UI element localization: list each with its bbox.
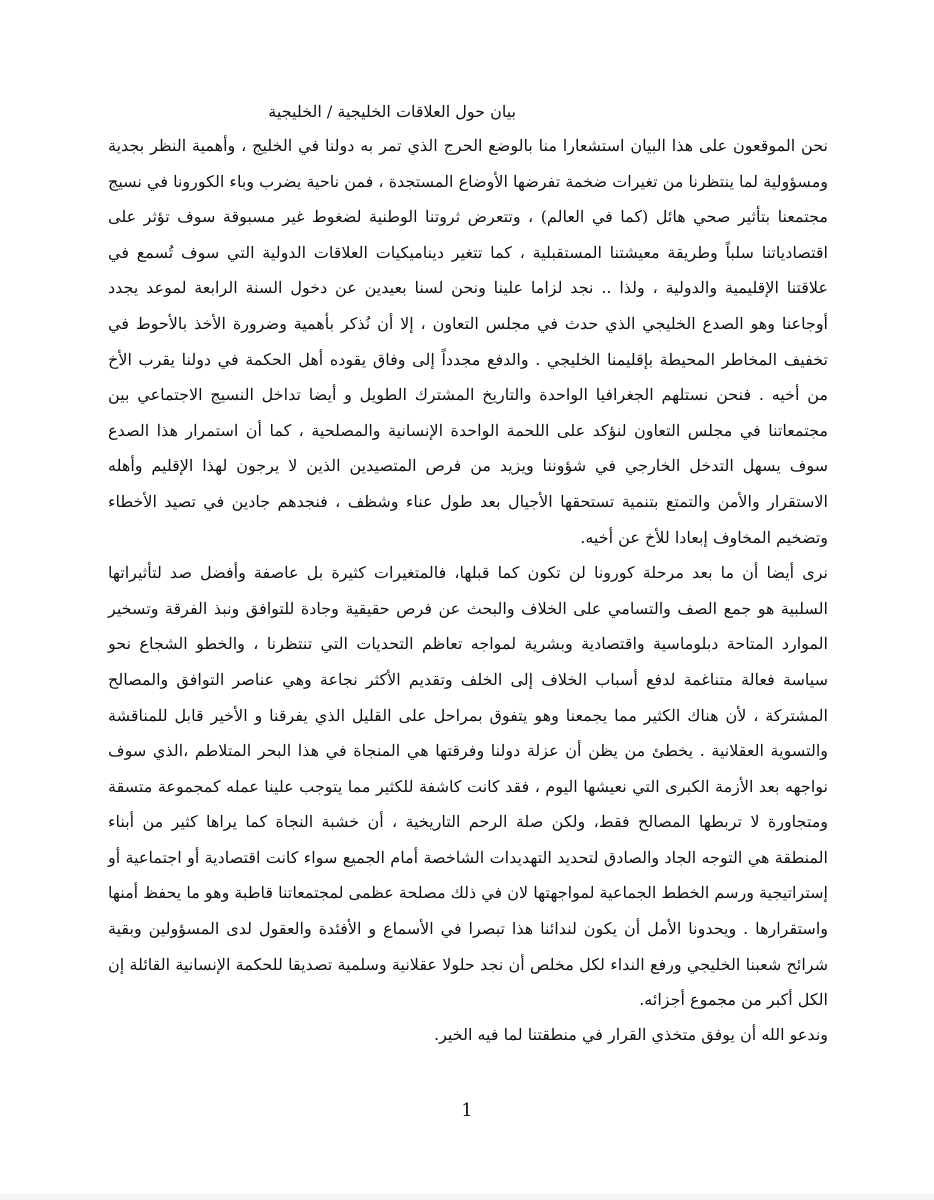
closing-line: وندعو الله أن يوفق متخذي القرار في منطقتنا لما فيه الخير. <box>434 1025 828 1044</box>
page-bottom-edge <box>0 1194 934 1200</box>
document-body <box>108 128 828 1018</box>
paragraph: نرى أيضا أن ما بعد مرحلة كورونا لن تكون كما قبلها، فالمتغيرات كثيرة بل عاصفة وأفضل صد لتأثيراتها السلبية هو جمع الصف والتسامي على الخلاف والبحث عن فرص حقيقية وجادة للتوافق ونبذ الفرقة وتسخير الموارد المتاحة دبلوماسية واقتصادية وبشرية لمواجه تعاظم التحديات التي تنتظرنا ، والخطو الشجاع نحو سياسة فعالة متناغمة لدفع أسباب الخلاف إلى الخلف وتقديم الأكثر نجاعة وهي عناصر التوافق والمصالح المشتركة ، لأن هناك الكثير مما يجمعنا وهو يتفوق بمراحل على القليل الذي يفرقنا و الأخير قابل للمناقشة والتسوية العقلانية . يخطئ من يظن أن عزلة دولنا وفرقتها هي المنجاة في هذا البحر المتلاطم ،الذي سوف نواجهه بعد الأزمة الكبرى التي نعيشها اليوم ، فقد كانت كاشفة للكثير مما يتوجب علينا عمله كمجموعة متسقة ومتجاورة لا تربطها المصالح فقط، ولكن صلة الرحم التاريخية ، أن خشبة النجاة كما يراها كثير من أبناء المنطقة هي التوجه الجاد والصادق لتحديد التهديدات الشاخصة أمام الجميع سواء كانت اقتصادية أو اجتماعية أو إستراتيجية ورسم الخطط الجماعية لمواجهتها لان في ذلك مصلحة عظمى لمجتمعاتنا قاطبة وهو ما يحفظ أمنها واستقرارها . ويحدونا الأمل أن يكون لندائنا هذا تبصرا في الأسماع و الأفئدة والعقول لدى المسؤولين وبقية شرائح شعبنا الخليجي ورفع النداء لكل مخلص أن نجد حلولا عقلانية وسلمية تصديقا للحكمة الإنسانية القائلة إن الكل أكبر من مجموع أجزائه. <box>108 563 829 1010</box>
document-title: بيان حول العلاقات الخليجية / الخليجية <box>268 102 516 121</box>
page-number: 1 <box>461 1100 473 1121</box>
paragraph: نحن الموقعون على هذا البيان استشعارا منا بالوضع الحرج الذي تمر به دولنا في الخليج ، وأهمية النظر بجدية ومسؤولية لما ينتظرنا من تغيرات ضخمة تفرضها الأوضاع المستجدة ، فمن ناحية يضرب وباء الكورونا في نسيج مجتمعنا بتأثير صحي هائل (كما في العالم) ، وتتعرض ثروتنا الوطنية لضغوط غير مسبوقة سوف تؤثر على اقتصادياتنا سلباً وطريقة معيشتنا المستقبلية ، كما تتغير ديناميكيات العلاقات الدولية التي سوف تُسمع في علاقتنا الإقليمية والدولية ، ولذا .. نجد لزاما علينا ونحن لسنا بعيدين عن دخول السنة الرابعة لموعد يجدد أوجاعنا وهو الصدع الخليجي الذي حدث في مجلس التعاون ، إلا أن نُذكر بأهمية وضرورة الأخذ بالأحوط في تخفيف المخاطر المحيطة بإقليمنا الخليجي . والدفع مجدداً إلى وفاق يقوده أهل الحكمة في دولنا يقرب الأخ من أخيه . فنحن نستلهم الجغرافيا الواحدة والتاريخ المشترك الطويل و أيضا تداخل النسيج الاجتماعي بين مجتمعاتنا في مجلس التعاون لنؤكد على اللحمة الواحدة الإنسانية والمصلحية ، كما أن استمرار هذا الصدع سوف يسهل التدخل الخارجي في شؤوننا ويزيد من فرص المتصيدين الذين لا يرجون لهذا الإقليم وأهله الاستقرار والأمن والتمتع بتنمية تستحقها الأجيال بعد طول عناء وشظف ، فنجدهم جادين في تصيد الأخطاء وتضخيم المخاوف إبعادا للأخ عن أخيه. <box>108 136 828 547</box>
